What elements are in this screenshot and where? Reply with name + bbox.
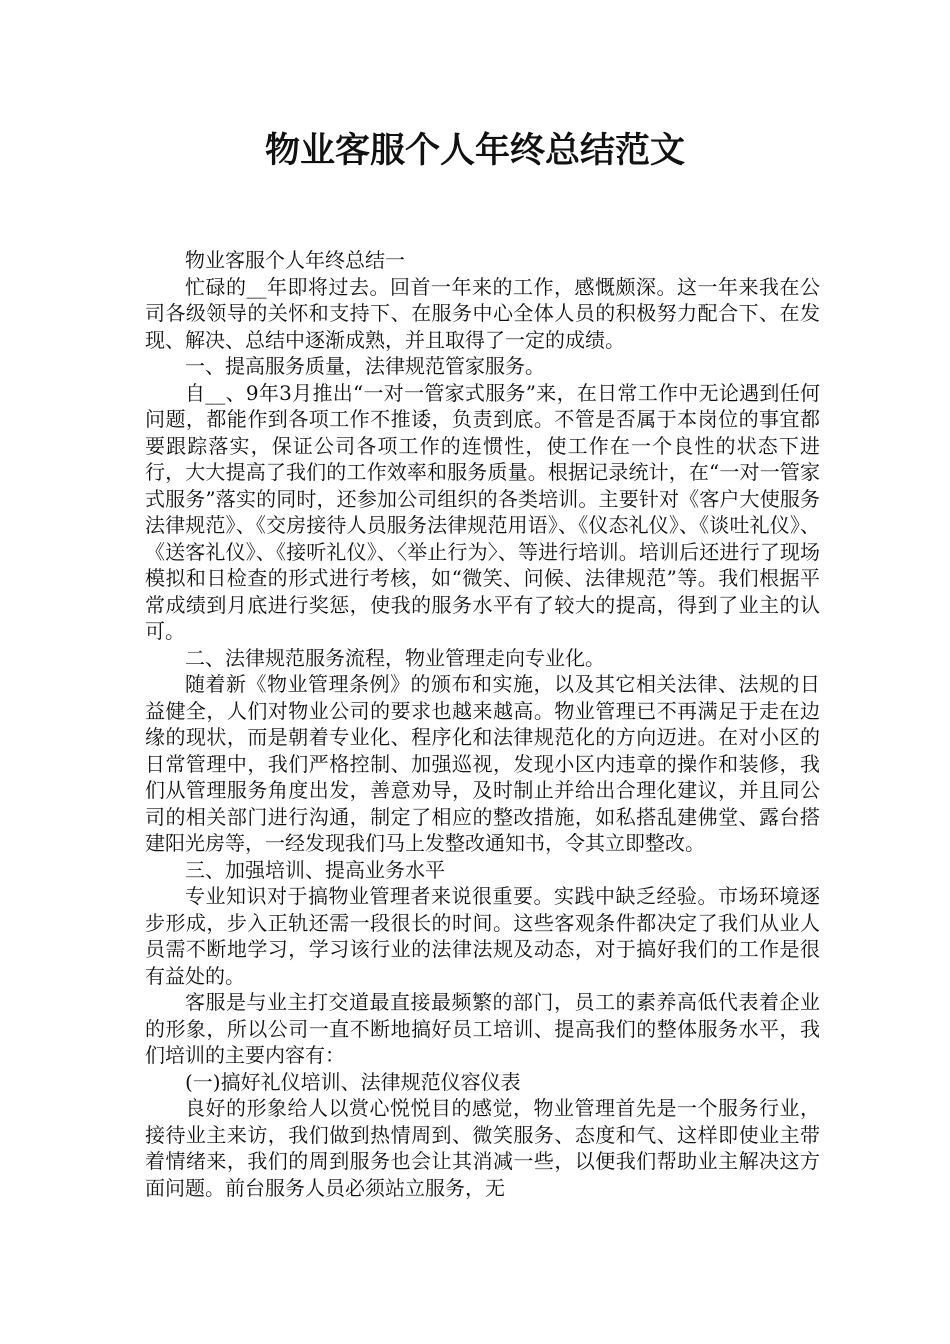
body-paragraph: 忙碌的__年即将过去。回首一年来的工作，感慨颇深。这一年来我在公司各级领导的关怀和支持下、在服务中心全体人员的积极努力配合下、在发现、解决、总结中逐渐成熟，并且取得了一定的成绩。 [145, 274, 820, 352]
body-paragraph: 良好的形象给人以赏心悦悦目的感觉，物业管理首先是一个服务行业，接待业主来访，我们做到热情周到、微笑服务、态度和气、这样即使业主带着情绪来，我们的周到服务也会让其消减一些，以便我们帮助业主解决这方面问题。前台服务人员必须站立服务，无 [145, 1096, 820, 1200]
section-heading: 物业客服个人年终总结一 [185, 248, 405, 272]
document-title: 物业客服个人年终总结范文 [264, 131, 685, 171]
body-paragraph: 专业知识对于搞物业管理者来说很重要。实践中缺乏经验。市场环境逐步形成，步入正轨还需一段很长的时间。这些客观条件都决定了我们从业人员需不断地学习，学习该行业的法律法规及动态，对于搞好我们的工作是很有益处的。 [145, 884, 820, 988]
section-heading: 三、加强培训、提高业务水平 [185, 857, 445, 882]
body-paragraph: 随着新《物业管理条例》的颁布和实施，以及其它相关法律、法规的日益健全，人们对物业公司的要求也越来越高。物业管理已不再满足于走在边缘的现状，而是朝着专业化、程序化和法律规范化的方向迈进。在对小区的日常管理中，我们严格控制、加强巡视，发现小区内违章的操作和装修，我们从管理服务角度出发，善意劝导，及时制止并给出合理化建议，并且同公司的相关部门进行沟通，制定了相应的整改措施，如私搭乱建佛堂、露台搭建阳光房等，一经发现我们马上发整改通知书，令其立即整改。 [145, 672, 820, 855]
section-heading: 二、法律规范服务流程，物业管理走向专业化。 [185, 645, 605, 670]
body-paragraph: 客服是与业主打交道最直接最频繁的部门，员工的素养高低代表着企业的形象，所以公司一直不断地搞好员工培训、提高我们的整体服务水平，我们培训的主要内容有： [145, 990, 820, 1067]
section-heading: (一)搞好礼仪培训、法律规范仪容仪表 [185, 1069, 521, 1094]
body-paragraph: 自__、9年3月推出“一对一管家式服务”来，在日常工作中无论遇到任何问题，都能作到各项工作不推诿，负责到底。不管是否属于本岗位的事宜都要跟踪落实，保证公司各项工作的连惯性，使工作在一个良性的状态下进行，大大提高了我们的工作效率和服务质量。根据记录统计，在“一对一管家式服务”落实的同时，还参加公司组织的各类培训。主要针对《客户大使服务法律规范》、《交房接待人员服务法律规范用语》、《仪态礼仪》、《谈吐礼仪》、《送客礼仪》、《接听礼仪》、〈举止行为〉、等进行培训。培训后还进行了现场模拟和日检查的形式进行考核，如“微笑、问候、法律规范”等。我们根据平常成绩到月底进行奖惩，使我的服务水平有了较大的提高，得到了业主的认可。 [145, 380, 820, 643]
section-heading: 一、提高服务质量，法律规范管家服务。 [185, 354, 545, 378]
document-body [145, 247, 820, 1201]
